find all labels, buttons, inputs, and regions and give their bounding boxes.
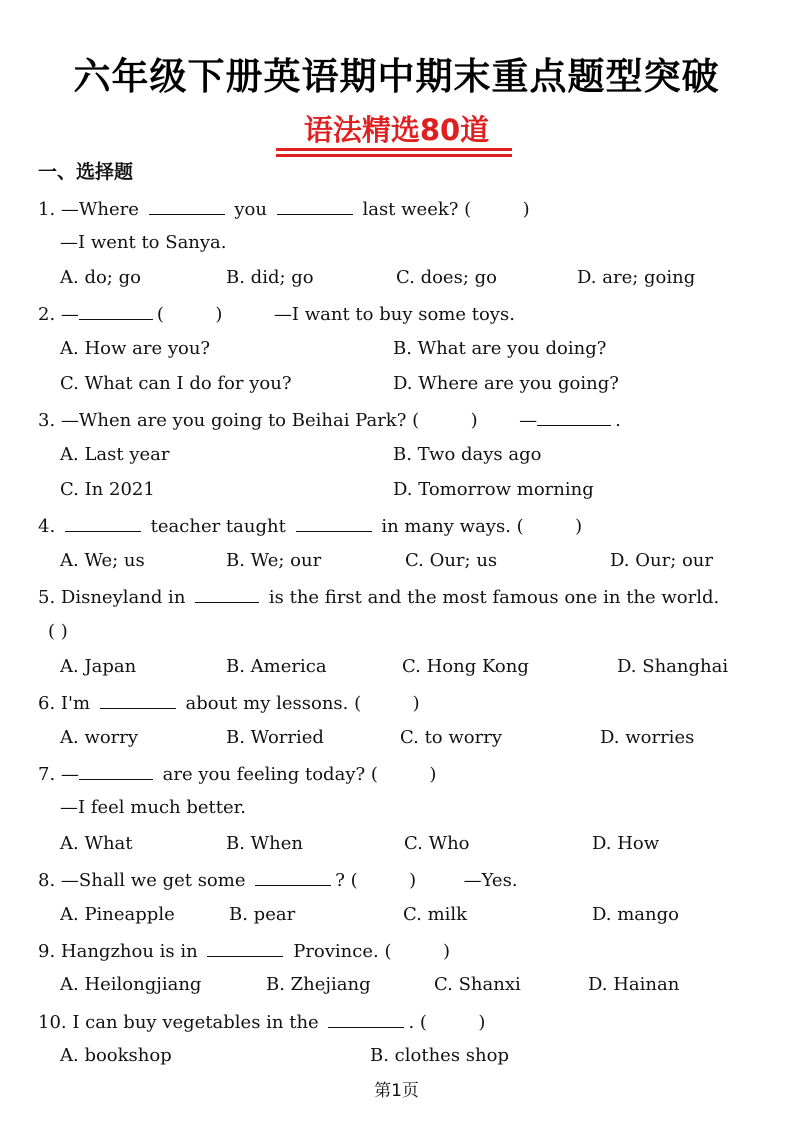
- question-10: [38, 1009, 485, 1035]
- q9-option-b[interactable]: B. Zhejiang: [266, 974, 371, 995]
- q8-text-b: ? (: [335, 870, 358, 891]
- q10-text-b: . (: [408, 1012, 427, 1033]
- q9-option-a[interactable]: A. Heilongjiang: [60, 974, 202, 995]
- section-heading: 一、选择题: [38, 161, 134, 183]
- q7-text-b: are you feeling today? (: [162, 764, 378, 785]
- q5-blank[interactable]: [195, 584, 259, 603]
- subtitle-underline-bottom: [276, 154, 512, 157]
- q4-text-a: 4.: [38, 516, 56, 537]
- q10-text-a: 10. I can buy vegetables in the: [38, 1012, 319, 1033]
- q8-text-a: 8. —Shall we get some: [38, 870, 246, 891]
- q4-option-b[interactable]: B. We; our: [226, 550, 322, 571]
- q3-option-a[interactable]: A. Last year: [60, 444, 170, 465]
- q6-option-a[interactable]: A. worry: [60, 727, 139, 748]
- q4-blank-2[interactable]: [296, 513, 372, 532]
- q5-text-a: 5. Disneyland in: [38, 587, 186, 608]
- q1-text-a: 1. —Where: [38, 199, 139, 220]
- q3-text-a: 3. —When are you going to Beihai Park? (: [38, 410, 420, 431]
- q1-option-c[interactable]: C. does; go: [396, 267, 497, 288]
- q6-blank[interactable]: [100, 690, 176, 709]
- question-7: [38, 761, 436, 787]
- question-3: [38, 407, 621, 433]
- q10-blank[interactable]: [328, 1009, 404, 1028]
- q1-blank-1[interactable]: [149, 196, 225, 215]
- q8-option-d[interactable]: D. mango: [592, 904, 679, 925]
- q9-text-b: Province. (: [293, 941, 392, 962]
- q2-text-b: (: [156, 304, 164, 325]
- q2-blank[interactable]: [79, 301, 153, 320]
- q8-blank[interactable]: [255, 867, 331, 886]
- q4-option-a[interactable]: A. We; us: [60, 550, 145, 571]
- page-subtitle: 语法精选80道: [303, 113, 490, 147]
- q7-blank[interactable]: [79, 761, 153, 780]
- question-9: [38, 938, 450, 964]
- q2-text-d: —I want to buy some toys.: [273, 304, 515, 325]
- q6-text-b: about my lessons. (: [185, 693, 362, 714]
- page-number: 第1页: [374, 1081, 419, 1101]
- q1-reply: —I went to Sanya.: [60, 232, 227, 253]
- question-8: [38, 867, 518, 893]
- question-5: [38, 584, 719, 610]
- q1-option-b[interactable]: B. did; go: [226, 267, 314, 288]
- q1-option-a[interactable]: A. do; go: [60, 267, 141, 288]
- q4-text-b: teacher taught: [150, 516, 286, 537]
- q7-reply: —I feel much better.: [60, 797, 246, 818]
- q4-text-c: in many ways. (: [381, 516, 524, 537]
- q4-text-d: ): [575, 516, 583, 537]
- q6-option-c[interactable]: C. to worry: [400, 727, 502, 748]
- q9-option-c[interactable]: C. Shanxi: [434, 974, 521, 995]
- q5-option-a[interactable]: A. Japan: [60, 656, 137, 677]
- q1-text-d: ): [522, 199, 530, 220]
- q8-option-c[interactable]: C. milk: [403, 904, 468, 925]
- q8-option-a[interactable]: A. Pineapple: [60, 904, 175, 925]
- q2-text-c: ): [215, 304, 223, 325]
- q1-option-d[interactable]: D. are; going: [577, 267, 696, 288]
- q1-text-c: last week? (: [362, 199, 472, 220]
- question-4: [38, 513, 582, 539]
- q3-blank[interactable]: [537, 407, 611, 426]
- q7-text-c: ): [429, 764, 437, 785]
- subtitle-underline-top: [276, 148, 512, 151]
- q4-option-d[interactable]: D. Our; our: [610, 550, 714, 571]
- q2-text-a: 2. —: [38, 304, 79, 325]
- q7-text-a: 7. —: [38, 764, 79, 785]
- q9-blank[interactable]: [207, 938, 283, 957]
- q4-option-c[interactable]: C. Our; us: [405, 550, 498, 571]
- q9-text-a: 9. Hangzhou is in: [38, 941, 198, 962]
- q10-option-b[interactable]: B. clothes shop: [370, 1045, 509, 1066]
- q2-option-d[interactable]: D. Where are you going?: [393, 373, 619, 394]
- q7-option-d[interactable]: D. How: [592, 833, 660, 854]
- q2-option-c[interactable]: C. What can I do for you?: [60, 373, 292, 394]
- q6-text-c: ): [412, 693, 420, 714]
- question-2: [38, 301, 515, 327]
- q3-text-b: ): [470, 410, 478, 431]
- q6-option-d[interactable]: D. worries: [600, 727, 695, 748]
- q2-option-b[interactable]: B. What are you doing?: [393, 338, 607, 359]
- page-title: 六年级下册英语期中期末重点题型突破: [73, 55, 720, 98]
- q1-blank-2[interactable]: [277, 196, 353, 215]
- q10-text-c: ): [478, 1012, 486, 1033]
- q3-text-c: —: [519, 410, 538, 431]
- q3-option-b[interactable]: B. Two days ago: [393, 444, 542, 465]
- q6-text-a: 6. I'm: [38, 693, 91, 714]
- q6-option-b[interactable]: B. Worried: [226, 727, 324, 748]
- q7-option-b[interactable]: B. When: [226, 833, 304, 854]
- q5-answer-slot[interactable]: ( ): [48, 621, 68, 642]
- q8-text-c: ): [409, 870, 417, 891]
- q3-option-c[interactable]: C. In 2021: [60, 479, 155, 500]
- q2-option-a[interactable]: A. How are you?: [60, 338, 211, 359]
- q8-option-b[interactable]: B. pear: [229, 904, 296, 925]
- q5-option-d[interactable]: D. Shanghai: [617, 656, 729, 677]
- question-6: [38, 690, 420, 716]
- q7-option-a[interactable]: A. What: [60, 833, 133, 854]
- q9-option-d[interactable]: D. Hainan: [588, 974, 680, 995]
- q1-text-b: you: [234, 199, 267, 220]
- q5-option-b[interactable]: B. America: [226, 656, 327, 677]
- q10-option-a[interactable]: A. bookshop: [60, 1045, 172, 1066]
- q4-blank-1[interactable]: [65, 513, 141, 532]
- question-1: [38, 196, 530, 222]
- q5-option-c[interactable]: C. Hong Kong: [402, 656, 529, 677]
- q9-text-c: ): [442, 941, 450, 962]
- q5-text-b: is the first and the most famous one in the world.: [268, 587, 720, 608]
- q7-option-c[interactable]: C. Who: [404, 833, 470, 854]
- q3-option-d[interactable]: D. Tomorrow morning: [393, 479, 594, 500]
- q8-text-d: —Yes.: [463, 870, 518, 891]
- q3-text-d: .: [615, 410, 621, 431]
